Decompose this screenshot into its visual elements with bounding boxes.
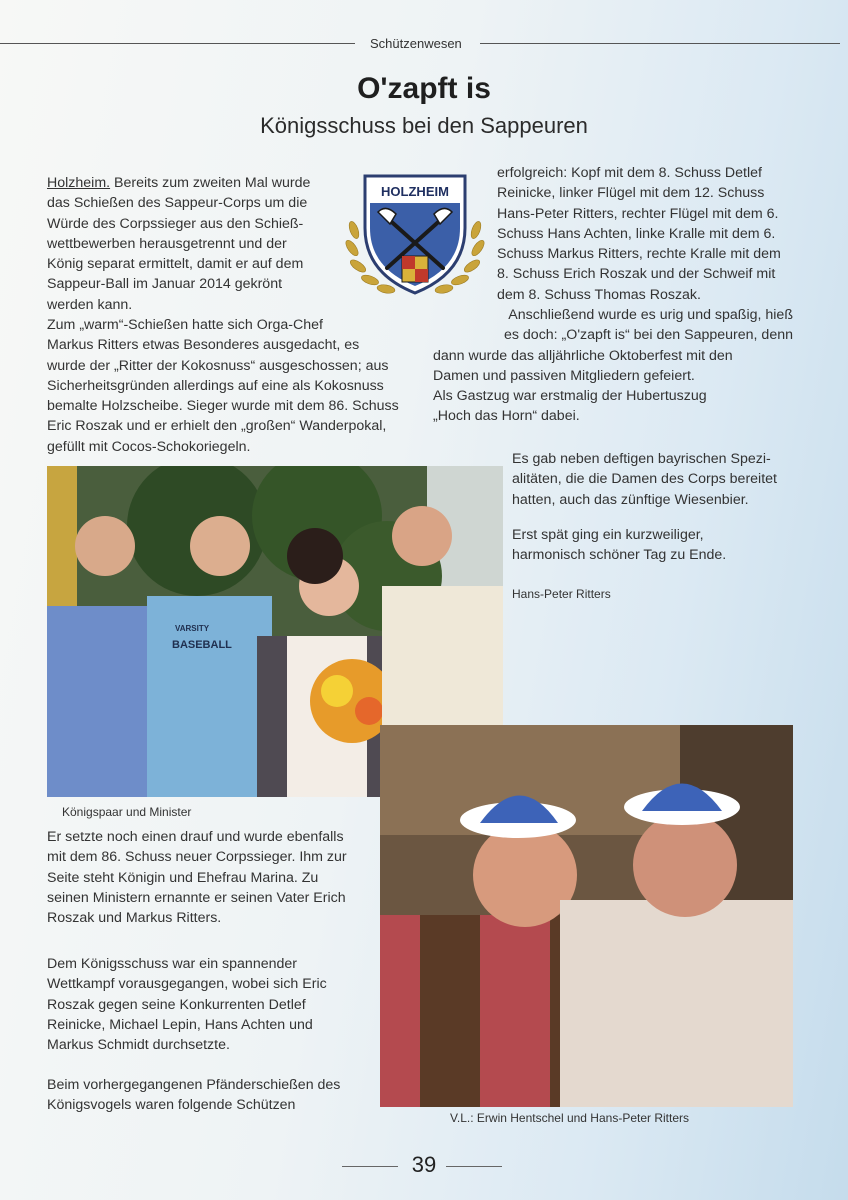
warmup-line: Sicherheitsgründen allerdings auf eine als Kokosnuss (47, 377, 384, 394)
closing-paragraph (512, 449, 795, 565)
place-name: Holzheim. (47, 175, 111, 191)
photo-hentschel-ritters (380, 725, 793, 1107)
oktoberfest-line: Damen und passiven Mitgliedern gefeiert. (433, 367, 695, 384)
pfaender-line: Beim vorhergegangenen Pfänderschießen des (47, 1077, 341, 1093)
shirt-print-line2: VARSITY (175, 624, 210, 633)
oktoberfest-line: „Hoch das Horn“ dabei. (433, 408, 580, 425)
warmup-line: Markus Ritters etwas Besonderes ausgedacht, es (47, 337, 360, 354)
holzheim-crest-logo (340, 168, 490, 298)
closing-line: Erst spät ging ein kurzweiliger, (512, 526, 704, 543)
wettkampf-line: Markus Schmidt durchsetzte. (47, 1037, 230, 1054)
oktoberfest-line: es doch: „O'zapft is“ bei den Sappeuren, denn (503, 327, 793, 344)
wettkampf-paragraph (47, 954, 369, 1055)
closing-line: hatten, auch das zünftige Wiesenbier. (512, 491, 749, 508)
warmup-paragraph (47, 315, 432, 457)
results-line: dem 8. Schuss Thomas Roszak. (497, 286, 701, 303)
closing-line: alitäten, die die Damen des Corps bereitet (512, 471, 777, 488)
corpssieger-line: Roszak und Markus Ritters. (47, 910, 222, 927)
wettkampf-line: Reinicke, Michael Lepin, Hans Achten und (47, 1016, 313, 1033)
page-number-rule-right (446, 1166, 502, 1167)
intro-line: wettbewerben herausgetrennt und der (47, 235, 287, 252)
wettkampf-line: Roszak gegen seine Konkurrenten Detlef (47, 996, 306, 1013)
wettkampf-line: Wettkampf vorausgegangen, wobei sich Eric (47, 976, 327, 993)
results-line: Schuss Hans Achten, linke Kralle mit dem 6. (497, 225, 776, 242)
closing-line: Es gab neben deftigen bayrischen Spezi- (512, 451, 771, 467)
results-line: Schuss Markus Ritters, rechte Kralle mit dem (497, 246, 781, 263)
results-line: erfolgreich: Kopf mit dem 8. Schuss Detlef (497, 165, 762, 181)
header-rule-right (480, 43, 840, 44)
intro-line: König separat ermittelt, damit er auf dem (47, 256, 304, 273)
corpssieger-line: mit dem 86. Schuss neuer Corpssieger. Ihm zur (47, 849, 347, 866)
page-number: 39 (411, 1152, 437, 1177)
oktoberfest-line: Als Gastzug war erstmalig der Hubertuszug (433, 388, 707, 405)
oktoberfest-line: dann wurde das alljährliche Oktoberfest mit den (433, 347, 733, 364)
results-line: 8. Schuss Erich Roszak und der Schweif mit (497, 266, 776, 283)
intro-paragraph (47, 173, 337, 315)
warmup-line: gefüllt mit Cocos-Schokoriegeln. (47, 438, 251, 455)
author-name: Hans-Peter Ritters (512, 587, 611, 601)
article-title: O'zapft is (357, 72, 491, 105)
intro-line: Bereits zum zweiten Mal wurde (110, 175, 311, 191)
results-line: Hans-Peter Ritters, rechter Flügel mit dem 6. (497, 205, 779, 222)
warmup-line: Zum „warm“-Schießen hatte sich Orga-Chef (47, 317, 323, 333)
corpssieger-line: Er setzte noch einen drauf und wurde ebenfalls (47, 829, 344, 845)
crest-text: HOLZHEIM (381, 184, 449, 199)
pfaender-results-paragraph (497, 163, 793, 305)
warmup-line: wurde der „Ritter der Kokosnuss“ ausgeschossen; aus (47, 357, 389, 374)
intro-line: werden kann. (47, 296, 133, 313)
corpssieger-line: Seite steht Königin und Ehefrau Marina. Zu (47, 869, 319, 886)
intro-line: Würde des Corpssieger aus den Schieß- (47, 215, 304, 232)
header-rule-left (0, 43, 355, 44)
oktoberfest-line: Anschließend wurde es urig und spaßig, hieß (508, 307, 793, 323)
closing-line: harmonisch schöner Tag zu Ende. (512, 547, 727, 564)
shirt-print-line1: BASEBALL (172, 639, 232, 651)
section-label: Schützenwesen (370, 36, 462, 51)
warmup-line: bemalte Holzscheibe. Sieger wurde mit dem 86. Schuss (47, 398, 399, 415)
intro-line: das Schießen des Sappeur-Corps um die (47, 195, 308, 212)
wettkampf-line: Dem Königsschuss war ein spannender (47, 956, 297, 972)
photo2-caption: V.L.: Erwin Hentschel und Hans-Peter Ritters (450, 1111, 689, 1125)
closing-spacer (512, 510, 795, 525)
intro-line: Sappeur-Ball im Januar 2014 gekrönt (47, 276, 283, 293)
warmup-line: Eric Roszak und er erhielt den „großen“ Wanderpokal, (47, 418, 387, 435)
corpssieger-line: seinen Ministern ernannte er seinen Vater Erich (47, 889, 346, 906)
results-line: Reinicke, linker Flügel mit dem 12. Schuss (497, 185, 765, 202)
corpssieger-paragraph (47, 827, 369, 928)
pfaender-line: Königsvogels waren folgende Schützen (47, 1097, 296, 1114)
photo1-caption: Königspaar und Minister (62, 805, 192, 819)
article-subtitle: Königsschuss bei den Sappeuren (260, 113, 588, 138)
oktoberfest-paragraph (433, 305, 793, 427)
duo-photo-image (380, 725, 793, 1107)
pfaenderschiessen-paragraph (47, 1075, 369, 1116)
